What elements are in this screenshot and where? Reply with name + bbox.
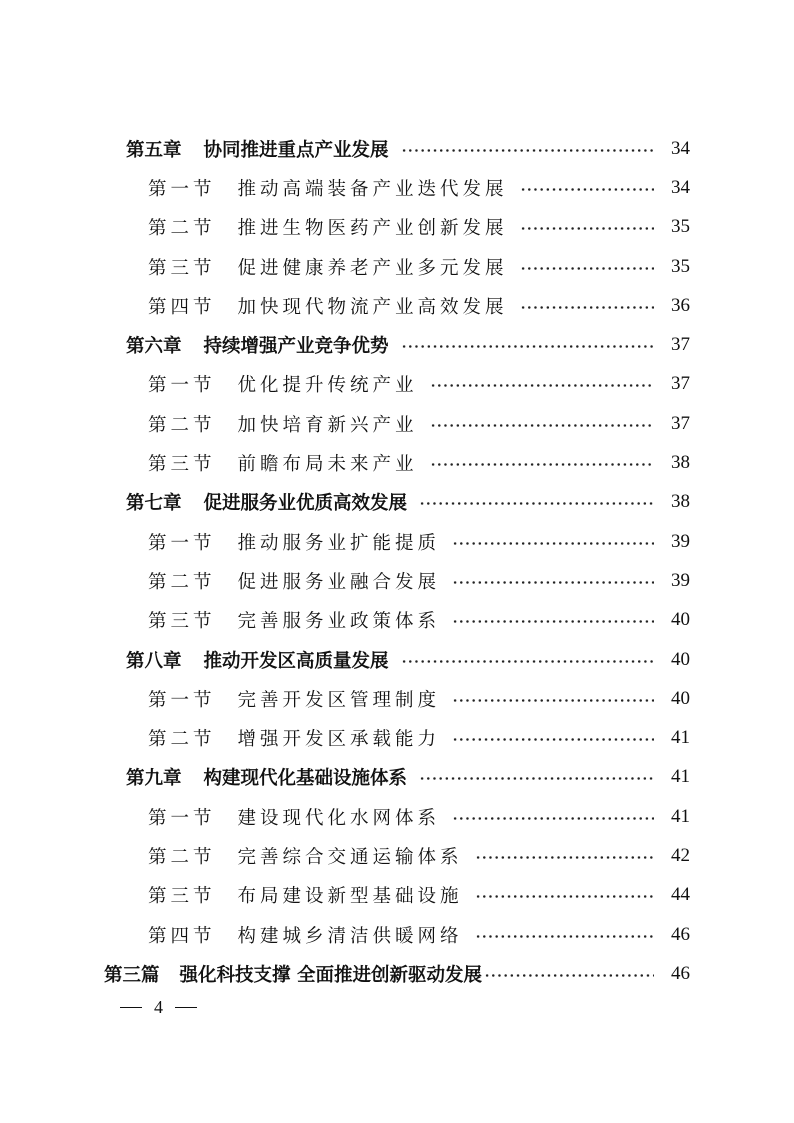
- toc-entry-section[interactable]: [0, 679, 794, 718]
- toc-entry-title: 促进服务业融合发展: [237, 571, 441, 593]
- toc-entry-section[interactable]: [0, 286, 794, 325]
- toc-entry-section[interactable]: [0, 168, 794, 207]
- toc-entry-title: 推动开发区高质量发展: [203, 650, 389, 672]
- toc-dot-leader: [430, 384, 654, 387]
- toc-dot-leader: [452, 581, 654, 584]
- toc-entry-section[interactable]: [0, 365, 794, 404]
- toc-entry-title: 构建现代化基础设施体系: [203, 768, 408, 790]
- page-footer: [120, 997, 197, 1018]
- toc-dot-leader: [475, 856, 654, 859]
- toc-entry-number: 第一节: [148, 690, 216, 711]
- toc-entry-title: 推进生物医药产业创新发展: [237, 218, 508, 240]
- toc-entry-section[interactable]: [0, 601, 794, 640]
- toc-entry-section[interactable]: [0, 836, 794, 875]
- toc-entry-number: 第三节: [148, 258, 216, 279]
- toc-dot-leader: [401, 345, 654, 348]
- toc-entry-title: 推动高端装备产业迭代发展: [237, 178, 508, 200]
- toc-entry-title: 布局建设新型基础设施: [237, 886, 463, 908]
- toc-entry-number: 第三篇: [104, 965, 160, 986]
- toc-entry-number: 第一节: [148, 533, 216, 554]
- toc-dot-leader: [452, 620, 654, 623]
- toc-entry-label: [148, 843, 463, 869]
- toc-entry-label: [104, 961, 482, 987]
- toc-entry-chapter[interactable]: [0, 325, 794, 364]
- toc-entry-page: 36: [671, 294, 690, 316]
- toc-entry-page: 34: [671, 137, 690, 159]
- toc-dot-leader: [520, 227, 654, 230]
- toc-dot-leader: [520, 188, 654, 191]
- toc-entry-label: [148, 529, 440, 555]
- toc-entry-title: 增强开发区承载能力: [237, 729, 441, 751]
- toc-entry-label: [148, 568, 440, 594]
- toc-entry-label: [148, 411, 418, 437]
- toc-dot-leader: [452, 699, 654, 702]
- footer-dash-right: [175, 1007, 197, 1008]
- toc-entry-label: [126, 136, 389, 162]
- toc-entry-title: 优化提升传统产业: [237, 375, 418, 397]
- toc-entry-number: 第六章: [126, 337, 182, 358]
- toc-entry-number: 第二节: [148, 415, 216, 436]
- toc-entry-page: 41: [671, 766, 690, 788]
- toc-entry-number: 第三节: [148, 612, 216, 633]
- toc-entry-number: 第八章: [126, 651, 182, 672]
- toc-entry-title: 促进健康养老产业多元发展: [237, 257, 508, 279]
- toc-dot-leader: [430, 463, 654, 466]
- toc-entry-number: 第四节: [148, 297, 216, 318]
- toc-entry-label: [126, 647, 389, 673]
- toc-entry-page: 46: [671, 923, 690, 945]
- toc-dot-leader: [452, 817, 654, 820]
- toc-entry-page: 46: [671, 962, 690, 984]
- toc-entry-label: [148, 175, 508, 201]
- toc-entry-page: 41: [671, 727, 690, 749]
- toc-entry-title: 构建城乡清洁供暖网络: [237, 925, 463, 947]
- toc-entry-title: 完善服务业政策体系: [237, 611, 441, 633]
- toc-entry-title: 持续增强产业竞争优势: [203, 336, 389, 358]
- toc-entry-label: [148, 371, 418, 397]
- toc-dot-leader: [520, 306, 654, 309]
- toc-entry-number: 第一节: [148, 179, 216, 200]
- toc-entry-label: [126, 489, 407, 515]
- toc-entry-page: 38: [671, 491, 690, 513]
- toc-entry-title: 建设现代化水网体系: [237, 807, 441, 829]
- toc-entry-section[interactable]: [0, 915, 794, 954]
- toc-entry-section[interactable]: [0, 208, 794, 247]
- toc-entry-section[interactable]: [0, 522, 794, 561]
- toc-dot-leader: [475, 935, 654, 938]
- toc-entry-number: 第五章: [126, 140, 182, 161]
- toc-entry-number: 第二节: [148, 730, 216, 751]
- toc-entry-number: 第二节: [148, 219, 216, 240]
- toc-entry-chapter[interactable]: [0, 129, 794, 168]
- toc-dot-leader: [401, 660, 654, 663]
- toc-entry-title: 强化科技支撑 全面推进创新驱动发展: [179, 964, 482, 986]
- toc-entry-page: 37: [671, 373, 690, 395]
- toc-entry-label: [148, 686, 440, 712]
- toc-entry-section[interactable]: [0, 718, 794, 757]
- toc-entry-page: 37: [671, 412, 690, 434]
- toc-entry-page: 38: [671, 452, 690, 474]
- toc-entry-title: 前瞻布局未来产业: [237, 454, 418, 476]
- toc-entry-chapter[interactable]: [0, 758, 794, 797]
- toc-entry-title: 推动服务业扩能提质: [237, 532, 441, 554]
- toc-dot-leader: [419, 777, 654, 780]
- toc-entry-page: 39: [671, 569, 690, 591]
- toc-entry-label: [148, 922, 463, 948]
- toc-dot-leader: [419, 502, 654, 505]
- toc-entry-section[interactable]: [0, 561, 794, 600]
- toc-entry-number: 第七章: [126, 494, 182, 515]
- toc-entry-label: [148, 607, 440, 633]
- toc-entry-section[interactable]: [0, 797, 794, 836]
- footer-page-number: 4: [154, 997, 163, 1017]
- toc-entry-part[interactable]: [0, 954, 794, 993]
- toc-entry-number: 第三节: [148, 887, 216, 908]
- toc-entry-chapter[interactable]: [0, 483, 794, 522]
- toc-entry-label: [148, 254, 508, 280]
- toc-dot-leader: [484, 974, 654, 977]
- toc-entry-number: 第二节: [148, 847, 216, 868]
- toc-dot-leader: [430, 424, 654, 427]
- toc-entry-page: 39: [671, 530, 690, 552]
- toc-dot-leader: [452, 738, 654, 741]
- toc-entry-page: 44: [671, 884, 690, 906]
- toc-entry-title: 完善开发区管理制度: [237, 689, 441, 711]
- toc-dot-leader: [520, 267, 654, 270]
- toc-entry-label: [148, 882, 463, 908]
- toc-entry-section[interactable]: [0, 876, 794, 915]
- toc-entry-page: 40: [671, 648, 690, 670]
- toc-entry-number: 第二节: [148, 572, 216, 593]
- toc-entry-page: 40: [671, 609, 690, 631]
- toc-entry-section[interactable]: [0, 404, 794, 443]
- toc-entry-chapter[interactable]: [0, 640, 794, 679]
- toc-entry-label: [126, 764, 407, 790]
- toc-entry-page: 34: [671, 176, 690, 198]
- toc-entry-number: 第一节: [148, 808, 216, 829]
- toc-entry-title: 加快培育新兴产业: [237, 414, 418, 436]
- toc-entry-title: 促进服务业优质高效发展: [203, 493, 408, 515]
- toc-dot-leader: [475, 895, 654, 898]
- toc-entry-page: 35: [671, 255, 690, 277]
- toc-entry-section[interactable]: [0, 247, 794, 286]
- toc-dot-leader: [452, 542, 654, 545]
- toc-entry-label: [148, 725, 440, 751]
- toc-entry-number: 第九章: [126, 769, 182, 790]
- toc-entry-page: 42: [671, 844, 690, 866]
- toc-entry-page: 40: [671, 687, 690, 709]
- toc-entry-section[interactable]: [0, 443, 794, 482]
- toc-entry-title: 协同推进重点产业发展: [203, 139, 389, 161]
- toc-entry-number: 第一节: [148, 376, 216, 397]
- toc-entry-number: 第三节: [148, 455, 216, 476]
- toc-entry-label: [126, 332, 389, 358]
- toc-entry-page: 37: [671, 334, 690, 356]
- toc-dot-leader: [401, 149, 654, 152]
- toc-entry-label: [148, 214, 508, 240]
- toc-entry-label: [148, 804, 440, 830]
- footer-dash-left: [120, 1007, 142, 1008]
- toc-entry-page: 41: [671, 805, 690, 827]
- toc-entry-page: 35: [671, 216, 690, 238]
- toc-entry-label: [148, 450, 418, 476]
- toc-entry-title: 加快现代物流产业高效发展: [237, 296, 508, 318]
- toc-entry-title: 完善综合交通运输体系: [237, 846, 463, 868]
- table-of-contents: [0, 129, 794, 994]
- toc-entry-number: 第四节: [148, 926, 216, 947]
- toc-entry-label: [148, 293, 508, 319]
